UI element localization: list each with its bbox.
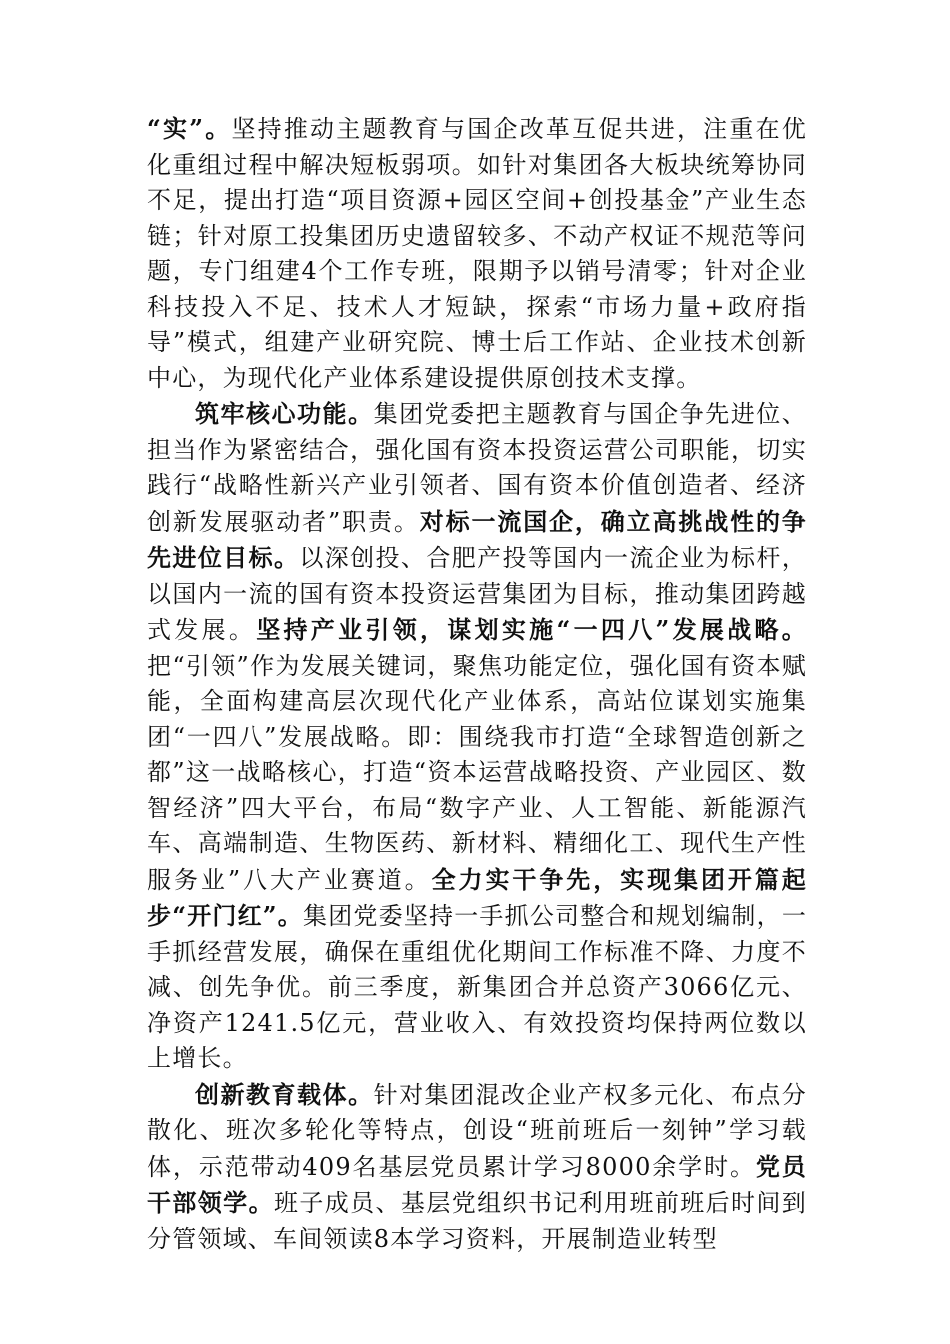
body-text: 把“引领”作为发展关键词，聚焦功能定位，强化国有资本赋能，全面构建高层次现代化产业体系，高站位谋划实施集团“一四八”发展战略。即：围绕我市打造“全球智造创新之都”这一战略核心，打造“资本运营战略投资、产业园区、数智经济”四大平台，布局“数字产业、人工智能、新能源汽车、高端制造、生物医药、新材料、精细化工、现代生产性服务业”八大产业赛道。	[147, 651, 807, 894]
body-text: 集团党委坚持一手抓公司整合和规划编制，一手抓经营发展，确保在重组优化期间工作标准不降、力度不减、创先争优。前三季度，新集团合并总资产3066亿元、净资产1241.5亿元，营业收入、有效投资均保持两位数以上增长。	[147, 902, 808, 1072]
paragraph-core-function	[147, 396, 807, 1077]
bold-heading-core-function: 筑牢核心功能。	[195, 399, 374, 428]
bold-heading-cadre-lead: 党员干部领学。	[147, 1151, 807, 1217]
bold-heading-education-carrier: 创新教育载体。	[195, 1079, 374, 1109]
body-text: 坚持推动主题教育与国企改革互促共进，注重在优化重组过程中解决短板弱项。如针对集团各大板块统筹协同不足，提出打造“项目资源+园区空间+创投基金”产业生态链；针对原工投集团历史遗留较多、不动产权证不规范等问题，专门组建4个工作专班，限期予以销号清零；针对企业科技投入不足、技术人才短缺，探索“市场力量+政府指导”模式，组建产业研究院、博士后工作站、企业技术创新中心，为现代化产业体系建设提供原创技术支撑。	[147, 115, 807, 392]
paragraph-education-carrier	[147, 1077, 807, 1258]
body-text: 以深创投、合肥产投等国内一流企业为标杆，以国内一流的国有资本投资运营集团为目标，推动集团跨越式发展。	[147, 544, 808, 644]
bold-heading-benchmark: 对标一流国企，确立高挑战性的争先进位目标。	[147, 506, 808, 572]
bold-heading-full-effort: 全力实干争先，实现集团开篇起步“开门红”。	[147, 864, 807, 930]
document-page	[147, 111, 807, 1257]
body-text: 班子成员、基层党组织书记利用班前班后时间到分管领域、车间领读8本学习资料，开展制造业转型	[147, 1189, 808, 1253]
paragraph-shi	[147, 111, 807, 396]
body-text: 集团党委把主题教育与国企争先进位、担当作为紧密结合，强化国有资本投资运营公司职能，切实践行“战略性新兴产业引领者、国有资本价值创造者、经济创新发展驱动者”职责。	[147, 400, 807, 536]
bold-heading-shi: “实”。	[147, 114, 232, 143]
body-text: 针对集团混改企业产权多元化、布点分散化、班次多轮化等特点，创设“班前班后一刻钟”学习载体，示范带动409名基层党员累计学习8000余学时。	[147, 1080, 807, 1181]
bold-heading-industry-lead: 坚持产业引领，谋划实施“一四八”发展战略。	[256, 615, 807, 644]
